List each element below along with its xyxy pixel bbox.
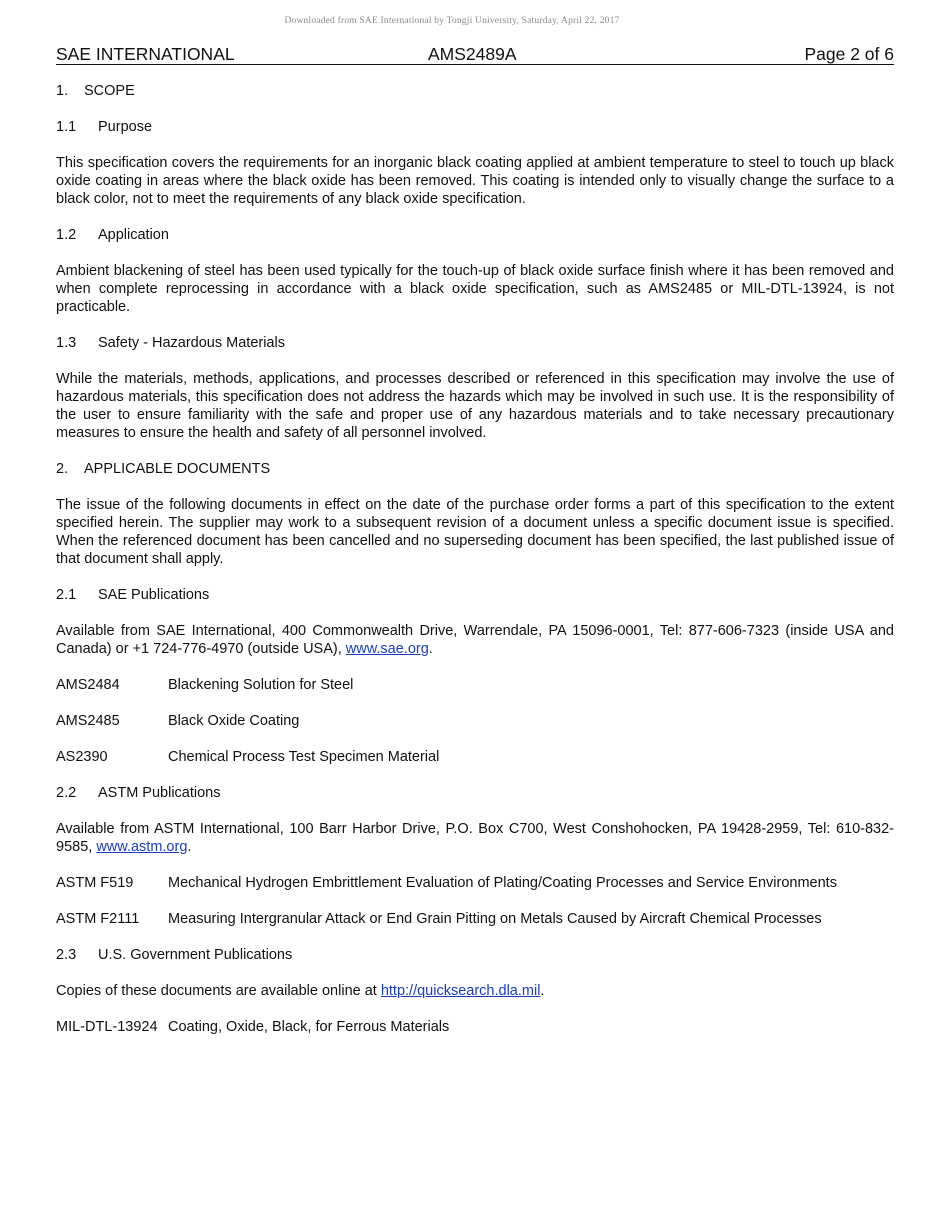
reference-title: Measuring Intergranular Attack or End Grain Pitting on Metals Caused by Aircraft Chemical Processes (168, 911, 822, 927)
header-page-number: Page 2 of 6 (804, 44, 894, 64)
body-text-end: . (187, 839, 192, 855)
section-number: 1.1 (56, 119, 77, 135)
dla-quicksearch-link[interactable]: http://quicksearch.dla.mil (380, 983, 541, 999)
section-title: Application (98, 227, 169, 243)
section-2-2-heading (56, 784, 894, 802)
body-text: Available from SAE International, 400 Commonwealth Drive, Warrendale, PA 15096-0001, Tel: 877-606-7323 (inside USA and Canada) or +1 724-776-4970 (outside USA), (56, 623, 894, 657)
section-title: APPLICABLE DOCUMENTS (84, 461, 271, 477)
section-1-2-body: Ambient blackening of steel has been used typically for the touch-up of black oxide surface finish where it has been removed and when complete reprocessing in accordance with a black oxide specification, such as AMS2485 or MIL-DTL-13924, is not practicable. (56, 263, 894, 315)
sae-website-link[interactable]: www.sae.org (345, 641, 429, 657)
reference-title: Blackening Solution for Steel (168, 677, 354, 693)
reference-item (56, 748, 894, 766)
section-2-3-body (56, 982, 894, 1000)
section-number: 1.2 (56, 227, 77, 243)
reference-item (56, 1018, 894, 1036)
reference-code: AMS2485 (56, 713, 120, 729)
body-text: Available from ASTM International, 100 Barr Harbor Drive, P.O. Box C700, West Conshohocken, PA 19428-2959, Tel: 610-832-9585, (56, 821, 894, 855)
reference-title: Black Oxide Coating (168, 713, 300, 729)
section-2-heading (56, 460, 894, 478)
reference-title: Chemical Process Test Specimen Material (168, 749, 440, 765)
page-header (56, 44, 894, 65)
reference-code: ASTM F519 (56, 875, 134, 891)
reference-title: Coating, Oxide, Black, for Ferrous Materials (168, 1019, 450, 1035)
reference-item (56, 910, 894, 928)
astm-website-link[interactable]: www.astm.org (96, 839, 188, 855)
section-title: Safety - Hazardous Materials (98, 335, 285, 351)
reference-code: ASTM F2111 (56, 911, 140, 927)
section-number: 2.2 (56, 785, 77, 801)
section-title: Purpose (98, 119, 153, 135)
reference-code: AS2390 (56, 749, 108, 765)
section-number: 2. (56, 461, 69, 477)
section-number: 1. (56, 83, 69, 99)
section-2-3-heading (56, 946, 894, 964)
reference-code: MIL-DTL-13924 (56, 1019, 158, 1035)
download-watermark: Downloaded from SAE International by Tongji University, Saturday, April 22, 2017 (284, 16, 620, 26)
reference-item (56, 712, 894, 730)
section-2-1-heading (56, 586, 894, 604)
reference-item (56, 676, 894, 694)
body-text: Copies of these documents are available online at (56, 983, 381, 999)
section-title: SAE Publications (98, 587, 210, 603)
section-1-1-body: This specification covers the requirements for an inorganic black coating applied at ambient temperature to steel to touch up black oxide coating in areas where the black oxide has been removed. This coating is intended only to visually change the surface to a black color, not to meet the requirements of any black oxide specification. (56, 155, 894, 207)
section-number: 2.3 (56, 947, 77, 963)
reference-code: AMS2484 (56, 677, 120, 693)
section-title: ASTM Publications (98, 785, 221, 801)
section-1-2-heading (56, 226, 894, 244)
header-org: SAE INTERNATIONAL (56, 44, 235, 64)
section-1-3-heading (56, 334, 894, 352)
section-title: SCOPE (84, 83, 135, 99)
document-body (56, 82, 894, 1054)
reference-title: Mechanical Hydrogen Embrittlement Evaluation of Plating/Coating Processes and Service Environments (168, 875, 837, 891)
section-title: U.S. Government Publications (98, 947, 293, 963)
header-doc-id: AMS2489A (428, 44, 517, 64)
section-1-1-heading (56, 118, 894, 136)
body-text-end: . (428, 641, 433, 657)
section-number: 1.3 (56, 335, 77, 351)
section-2-2-body (56, 820, 894, 856)
body-text-end: . (540, 983, 545, 999)
section-2-body: The issue of the following documents in effect on the date of the purchase order forms a part of this specification to the extent specified herein. The supplier may work to a subsequent revision of a document unless a specific document issue is specified. When the referenced document has been cancelled and no superseding document has been specified, the last published issue of that document shall apply. (56, 497, 894, 567)
section-1-heading (56, 82, 894, 100)
section-number: 2.1 (56, 587, 77, 603)
reference-item (56, 874, 894, 892)
section-1-3-body: While the materials, methods, applications, and processes described or referenced in this specification may involve the use of hazardous materials, this specification does not address the hazards which may be involved in such use. It is the responsibility of the user to ensure familiarity with the safe and proper use of any hazardous materials and to take necessary precautionary measures to ensure the health and safety of all personnel involved. (56, 371, 894, 441)
section-2-1-body (56, 622, 894, 658)
